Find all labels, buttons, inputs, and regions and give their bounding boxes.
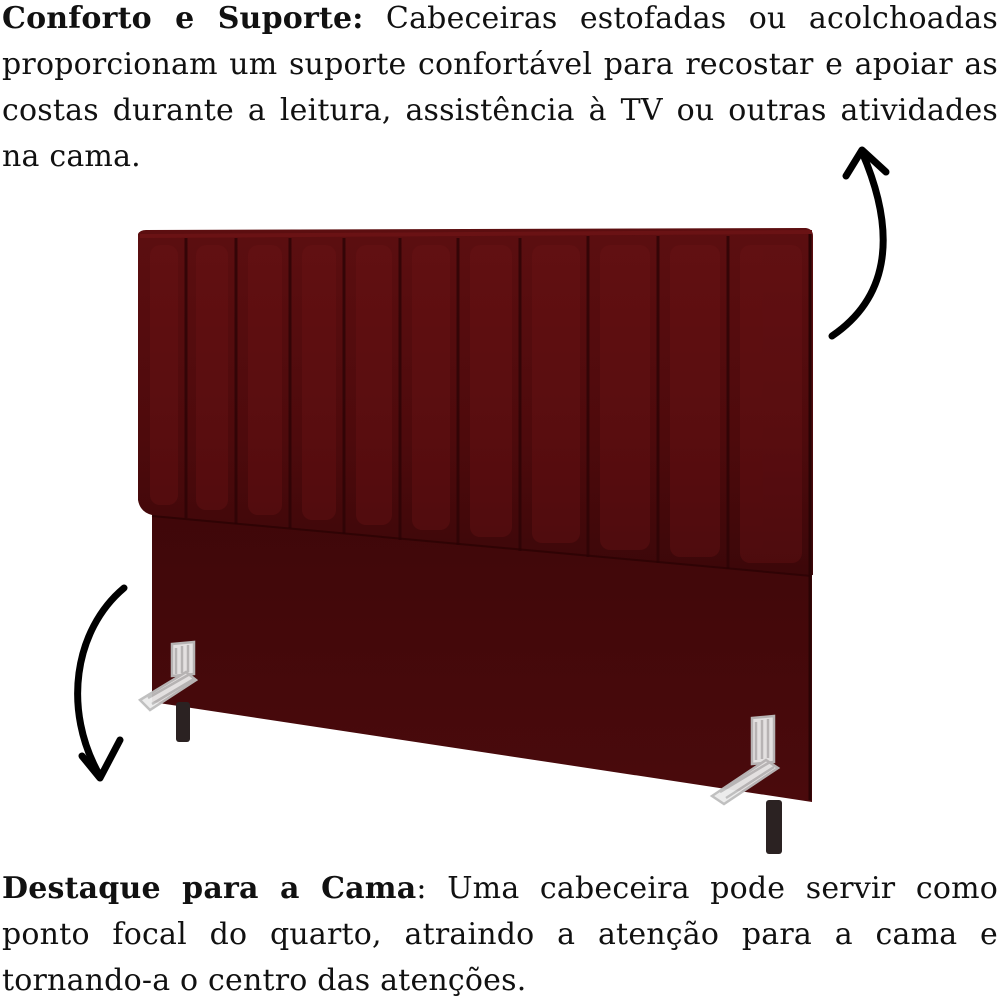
curved-arrow-down-icon <box>78 588 124 778</box>
curved-arrow-up-icon <box>832 150 886 336</box>
bottom-paragraph-body: : Uma cabeceira pode servir como ponto focal do quarto, atraindo a atenção para a cama e tornando-a o centro das atenções. <box>2 871 999 998</box>
headboard <box>138 228 813 802</box>
left-leg <box>176 702 190 742</box>
bottom-paragraph-lead: Destaque para a Cama <box>2 871 417 906</box>
right-leg <box>766 800 782 854</box>
top-paragraph-body: Cabeceiras estofadas ou acolchoadas proporcionam um suporte confortável para recostar e apoiar as costas durante a leitura, assistência à TV ou outras atividades na cama. <box>2 1 998 174</box>
bottom-paragraph <box>2 866 998 1004</box>
top-paragraph-lead: Conforto e Suporte: <box>2 1 364 36</box>
